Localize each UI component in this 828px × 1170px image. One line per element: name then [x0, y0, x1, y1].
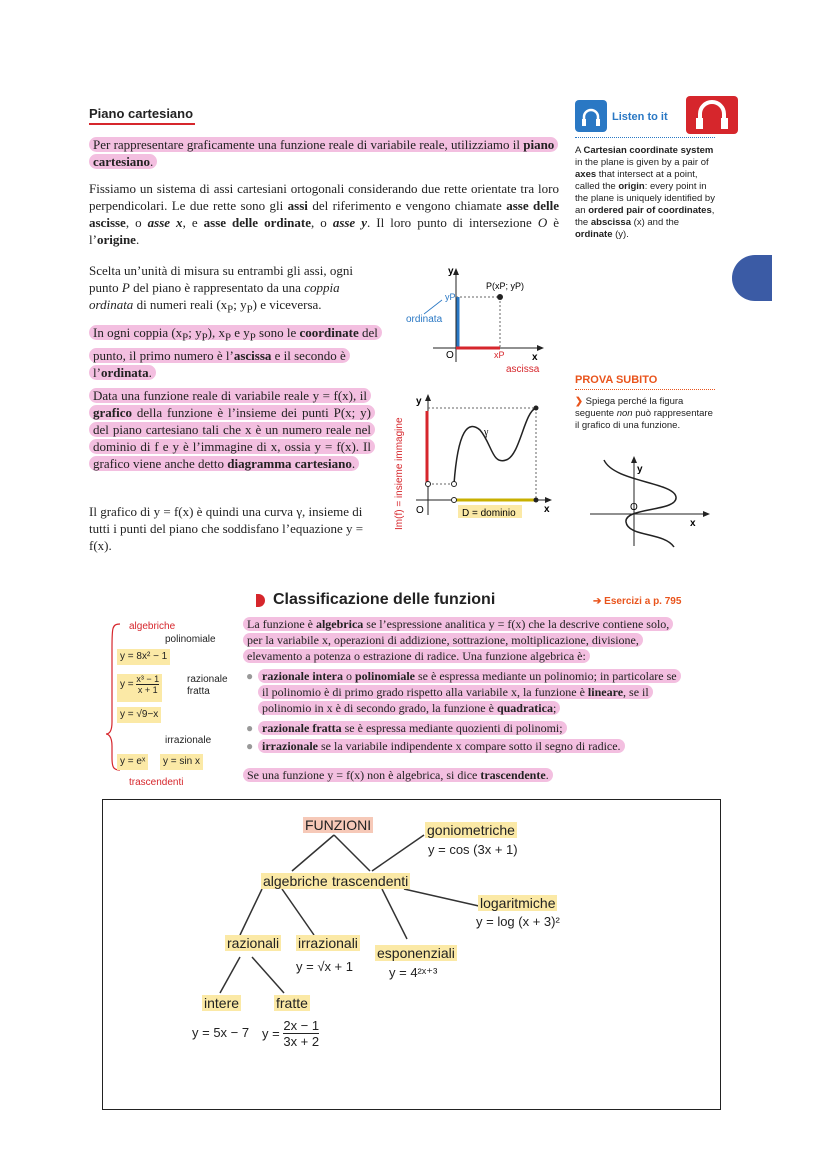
svg-text:γ: γ — [484, 427, 489, 438]
headphones-icon[interactable] — [575, 100, 607, 132]
tree-example-irrazionali: y = √x + 1 — [296, 959, 353, 974]
listen-text: A Cartesian coordinate system in the plane is given by a pair of axes that intersect at a point, called the origin: every point in the plane is uniquely identified by an ordered pair of coordinates, the abscissa (x) and the ordinate (y). — [575, 145, 715, 240]
tree-node-goniometriche: goniometriche — [427, 822, 515, 838]
list-item: ● irrazionale se la variabile indipendente x compare sotto il segno di radice. — [258, 738, 684, 754]
tree-node-esponenziali: esponenziali — [377, 945, 455, 961]
tree-example-goniometriche: y = cos (3x + 1) — [428, 842, 518, 857]
list-item: ● razionale fratta se è espressa mediante quozienti di polinomi; — [258, 720, 684, 736]
fraction-example: y = $\frac{\text{x³ − 1}}{x + 1}$ — [117, 674, 162, 702]
svg-text:Im(f) = insieme immagine: Im(f) = insieme immagine — [394, 417, 405, 530]
audio-logo-icon — [686, 96, 738, 134]
section-title-2: Classificazione delle funzioni — [273, 591, 496, 608]
irrazionale-label: irrazionale — [165, 735, 212, 746]
svg-text:xP: xP — [494, 350, 505, 360]
svg-text:ascissa: ascissa — [506, 364, 540, 375]
irrational-example: y = √9−x — [117, 707, 161, 723]
tree-node-algebriche: algebriche — [263, 873, 328, 889]
list-item: ● razionale intera o polinomiale se è espressa mediante un polinomio; in particolare se il polinomio è di primo grado rispetto alla variabile x, la funzione è lineare, se il polinomio in x è di secondo grado, la funzione è quadratica; — [258, 668, 684, 716]
svg-text:yP: yP — [445, 292, 456, 302]
prova-text: ❯ Spiega perché la figura seguente non può rappresentare il grafico di una funzione. — [575, 396, 713, 431]
tree-node-intere: intere — [204, 995, 240, 1011]
title-underline — [89, 123, 195, 125]
cartesian-point-figure — [398, 262, 548, 380]
sin-example: y = sin x — [160, 754, 203, 770]
tree-example-intere: y = 5x − 7 — [192, 1025, 250, 1040]
prova-title: PROVA SUBITO — [575, 374, 658, 386]
tree-example-logaritmiche: y = log (x + 3)² — [476, 914, 560, 929]
paragraph-4: In ogni coppia ($x_P$; $y_P$), $x_P$ e $y_P$ sono le coordinate del punto, il primo numero è l’ascissa e il secondo è l’ordinata. — [89, 324, 379, 381]
svg-text:y: y — [448, 266, 454, 277]
poly-example: y = 8x² − 1 — [117, 649, 170, 665]
point-p — [497, 294, 503, 300]
paragraph-3: Scelta un’unità di misura su entrambi gli assi, ogni punto P del piano è rappresentato da una coppia ordinata di numeri reali ($x_P$; $y_P$) e viceversa. — [89, 263, 353, 316]
tree-node-trascendenti: trascendenti — [332, 873, 409, 889]
function-graph-figure — [388, 390, 558, 540]
exp-example: y = eˣ — [117, 754, 148, 770]
svg-text:y: y — [416, 396, 422, 407]
svg-text:x: x — [532, 352, 538, 363]
polinomiale-label: polinomiale — [165, 634, 216, 645]
svg-text:O: O — [446, 350, 454, 361]
tree-node-fratte: fratte — [276, 995, 308, 1011]
svg-text:y: y — [637, 464, 643, 475]
paragraph-2: Fissiamo un sistema di assi cartesiani ortogonali considerando due rette orientate tra loro perpendicolari. Le due rette sono gli assi del riferimento e vengono chiamate asse delle ascisse, o asse x, e asse delle ordinate, o asse y. Il loro punto di intersezione O è l’origine. — [89, 181, 559, 247]
svg-text:O: O — [416, 505, 424, 516]
gamma-curve — [454, 408, 536, 484]
svg-text:x: x — [690, 518, 696, 529]
trascendenti-label: trascendenti — [129, 777, 184, 788]
svg-text:O: O — [630, 502, 638, 513]
tree-example-esponenziali: y = 4²ˣ⁺³ — [389, 965, 438, 980]
tree-node-irrazionali: irrazionali — [298, 935, 358, 951]
prova-figure — [584, 452, 714, 552]
tree-node-funzioni: FUNZIONI — [305, 817, 372, 833]
tree-node-razionali: razionali — [227, 935, 280, 951]
section-title: Piano cartesiano — [89, 106, 194, 121]
exercise-link[interactable]: ➔ Esercizi a p. 795 — [593, 596, 682, 607]
paragraph-1: Per rappresentare graficamente una funzione reale di variabile reale, utilizziamo il piano cartesiano. — [89, 136, 559, 170]
svg-text:x: x — [544, 504, 550, 515]
svg-text:P(xP; yP): P(xP; yP) — [486, 281, 525, 291]
paragraph-5: Data una funzione reale di variabile reale y = f(x), il grafico della funzione è l’insieme dei punti P(x; y) del piano cartesiano tali che x è un numero reale nel dominio di f e y è l’immagine di x, ossia y = f(x). Il grafico viene anche detto diagramma cartesiano. — [89, 387, 375, 472]
svg-text:D = dominio: D = dominio — [462, 508, 516, 519]
listen-label[interactable]: Listen to it — [612, 111, 668, 123]
algebriche-label: algebriche — [129, 621, 176, 632]
razionale-fratta-label: razionale fratta — [187, 674, 228, 697]
tree-example-fratte: y = $\frac{2x - 1}{3x + 2}$ — [262, 1018, 320, 1049]
paragraph-6: Il grafico di y = f(x) è quindi una curva γ, insieme di tutti i punti del piano che soddisfano l’equazione y = f(x). — [89, 504, 364, 553]
closing-paragraph: Se una funzione y = f(x) non è algebrica, si dice trascendente. — [243, 767, 683, 784]
svg-text:ordinata: ordinata — [406, 314, 443, 325]
side-tab[interactable] — [732, 255, 772, 301]
intro-paragraph: La funzione è algebrica se l’espressione analitica y = f(x) che la descrive contiene solo, per la variabile x, operazioni di addizione, sottrazione, moltiplicazione, divisione, elevamento a potenza o estrazione di radice. Una funzione algebrica è: — [243, 616, 683, 664]
bullet-list — [246, 668, 684, 754]
tree-node-logaritmiche: logaritmiche — [480, 895, 556, 911]
section-bullet-icon — [256, 594, 265, 607]
